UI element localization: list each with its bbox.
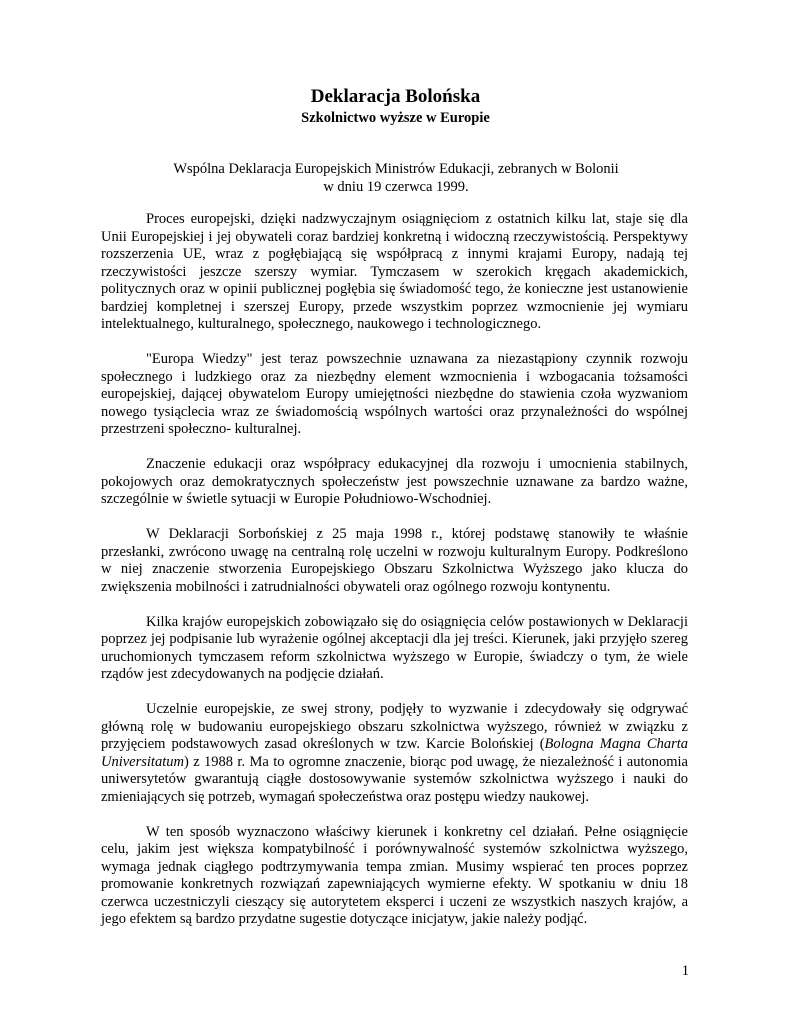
paragraph-6 [101,701,688,806]
paragraph-4: W Deklaracji Sorbońskiej z 25 maja 1998 r., której podstawę stanowiły te właśnie przesłanki, zwrócono uwagę na centralną rolę uczelni w rozwoju kulturalnym Europy. Podkreślono w niej znaczenie stworzenia Europejskiego Obszaru Szkolnictwa Wyższego jako klucza do zwiększenia mobilności i zatrudnialności obywateli oraz ogólnego rozwoju kontynentu. [101,526,688,595]
paragraph-1: Proces europejski, dzięki nadzwyczajnym osiągnięciom z ostatnich kilku lat, staje się dla Unii Europejskiej i jej obywateli coraz bardziej konkretną i widoczną rzeczywistością. Perspektywy rozszerzenia UE, wraz z pogłębiającą się współpracą z innymi krajami Europy, nadają tej rzeczywistości jeszcze szerszy wymiar. Tymczasem w szerokich kręgach akademickich, politycznych oraz w opinii publicznej pogłębia się świadomość tego, że konieczne jest ustanowienie bardziej kompletnej i szerszej Europy, przede wszystkim poprzez wzmocnienie jej wymiaru intelektualnego, kulturalnego, społecznego, naukowego i technologicznego. [101,211,688,332]
intro-statement [100,161,692,196]
intro-line-1: Wspólna Deklaracja Europejskich Ministrów Edukacji, zebranych w Bolonii [173,161,619,177]
paragraph-6-text-end: ) z 1988 r. Ma to ogromne znaczenie, biorąc pod uwagę, że niezależność i autonomia uniwersytetów gwarantują ciągłe dostosowywanie systemów szkolnictwa wyższego i nauki do zmieniających się potrzeb, wymagań społeczeństwa oraz postępu wiedzy naukowej. [101,753,688,805]
document-subtitle: Szkolnictwo wyższe w Europie [301,110,490,126]
page-number: 1 [681,963,689,979]
intro-line-2: w dniu 19 czerwca 1999. [323,178,469,195]
paragraph-6-italic-title: Bologna Magna Charta Universitatum [101,736,689,770]
document-body [101,211,688,929]
paragraph-3: Znaczenie edukacji oraz współpracy edukacyjnej dla rozwoju i umocnienia stabilnych, pokojowych oraz demokratycznych społeczeństw jest powszechnie uznawane za bardzo ważne, szczególnie w świetle sytuacji w Europie Południowo-Wschodniej. [101,456,688,507]
paragraph-5: Kilka krajów europejskich zobowiązało się do osiągnięcia celów postawionych w Deklaracji poprzez jej podpisanie lub wyrażenie ogólnej akceptacji dla jej treści. Kierunek, jaki przyjęło szereg uruchomionych tymczasem reform szkolnictwa wyższego w Europie, świadczy o tym, że wiele rządów jest zdecydowanych na podjęcie działań. [101,613,688,682]
paragraph-7: W ten sposób wyznaczono właściwy kierunek i konkretny cel działań. Pełne osiągnięcie celu, jakim jest większa kompatybilność i porównywalność systemów szkolnictwa wyższego, wymaga jednak ciągłego podtrzymywania tempa zmian. Musimy wspierać ten proces poprzez promowanie konkretnych rozwiązań zapewniających wymierne efekty. W spotkaniu w dniu 18 czerwca uczestniczyli cieszący się autorytetem eksperci i uczeni ze wszystkich naszych krajów, a jego efektem są bardzo przydatne sugestie dotyczące inicjatyw, jakie należy podjąć. [101,823,688,927]
paragraph-6-text-start: Uczelnie europejskie, ze swej strony, podjęły to wyzwanie i zdecydowały się odgrywać główną rolę w budowaniu europejskiego obszaru szkolnictwa wyższego, również w związku z przyjęciem podstawowych zasad określonych w tzw. Karcie Bolońskiej ( [101,701,688,752]
document-title: Deklaracja Bolońska [310,86,481,107]
paragraph-2: "Europa Wiedzy" jest teraz powszechnie uznawana za niezastąpiony czynnik rozwoju społecznego i ludzkiego oraz za niezbędny element wzmocnienia i wzbogacania tożsamości europejskiej, dającej obywatelom Europy umiejętności niezbędne do stawienia czoła wyzwaniom nowego tysiąclecia wraz ze świadomością wspólnych wartości oraz przynależności do wspólnej przestrzeni społeczno- kulturalnej. [101,351,688,437]
